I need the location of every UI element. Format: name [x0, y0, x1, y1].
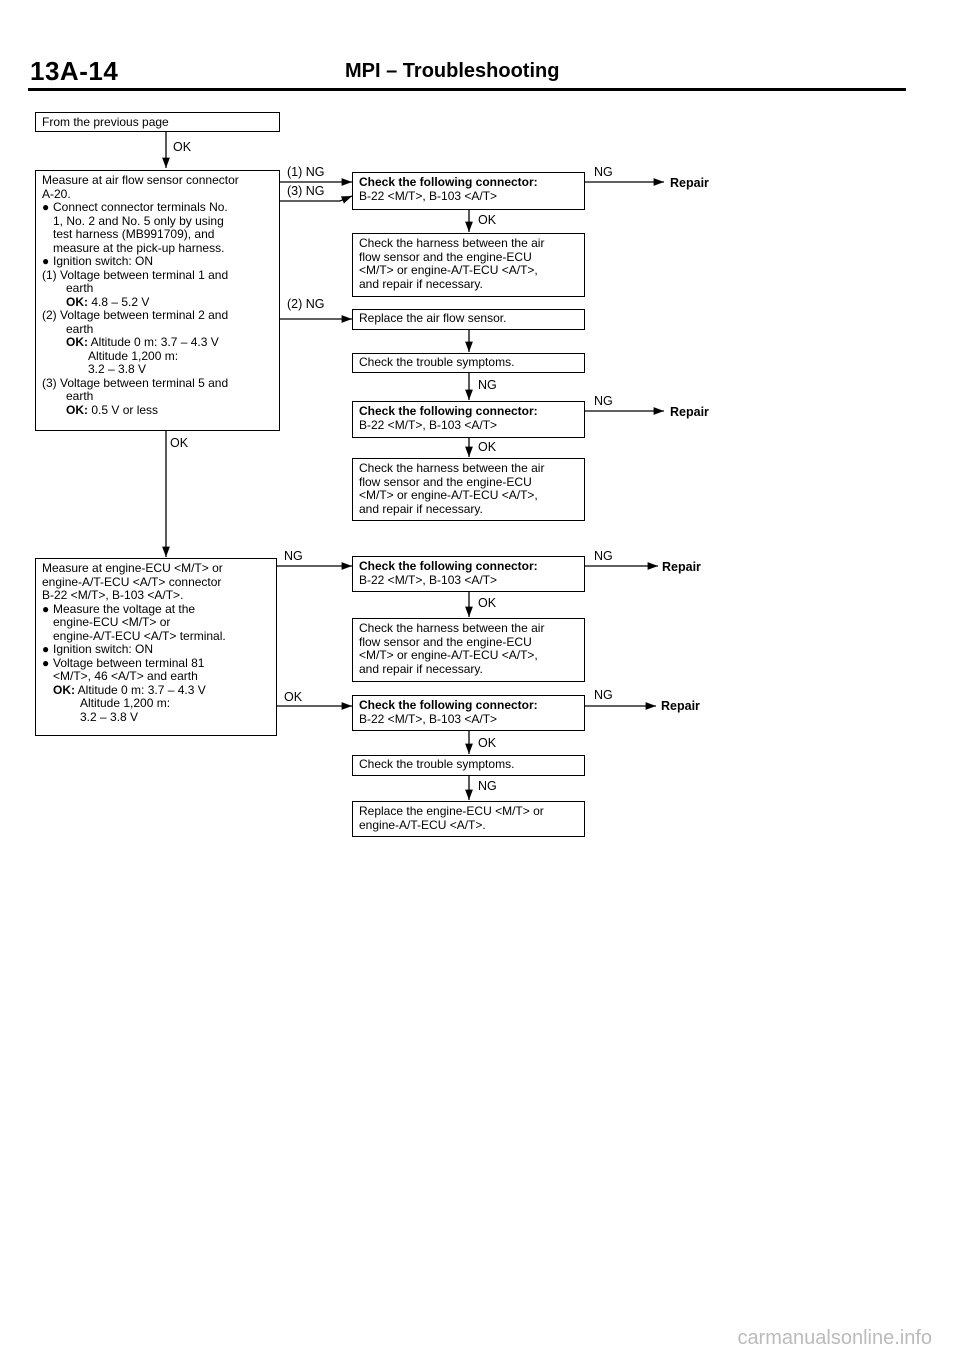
connector-check-box — [352, 556, 585, 592]
replace-engine-ecu-text: Replace the engine-ECU <M/T> or — [359, 804, 544, 818]
step-text: engine-A/T-ECU <A/T> connector — [42, 574, 222, 589]
page-title: MPI – Troubleshooting — [345, 60, 560, 82]
ok-criteria-label: OK: — [66, 335, 88, 349]
ng-label: NG — [594, 688, 613, 702]
step-text: <M/T>, 46 <A/T> and earth — [53, 669, 198, 683]
harness-check-text: <M/T> or engine-A/T-ECU <A/T>, — [359, 488, 538, 502]
repair-label: Repair — [661, 699, 700, 713]
ok-criteria-label: OK: — [66, 402, 88, 417]
step-text: Voltage between terminal 81 — [53, 655, 205, 670]
harness-check-text: <M/T> or engine-A/T-ECU <A/T>, — [359, 648, 538, 662]
connector-check-title: Check the following connector: — [359, 175, 538, 189]
step-text: Measure at air flow sensor connector — [42, 173, 239, 187]
harness-check-box — [352, 233, 585, 297]
replace-air-flow-sensor-box — [352, 309, 585, 330]
ok-label: OK — [478, 736, 497, 750]
bullet-icon: ● — [42, 601, 50, 616]
ok-criteria-value: 4.8 – 5.2 V — [91, 294, 150, 309]
ng-label: NG — [478, 779, 497, 793]
ng-label: NG — [478, 378, 497, 392]
repair-label: Repair — [670, 405, 709, 419]
step-text: earth — [66, 389, 94, 403]
ok-label: OK — [173, 140, 192, 154]
connector-check-box — [352, 172, 585, 210]
harness-check-text: flow sensor and the engine-ECU — [359, 249, 532, 264]
step-text: B-22 <M/T>, B-103 <A/T>. — [42, 588, 184, 602]
harness-check-text: flow sensor and the engine-ECU — [359, 634, 532, 649]
harness-check-box — [352, 458, 585, 521]
connector-check-value: B-22 <M/T>, B-103 <A/T> — [359, 711, 498, 726]
step-text: (3) Voltage between terminal 5 and — [42, 375, 229, 390]
harness-check-text: and repair if necessary. — [359, 501, 483, 516]
step-text: 3.2 – 3.8 V — [88, 362, 147, 376]
ng-label: NG — [594, 165, 613, 179]
ok-criteria-label: OK: — [66, 294, 88, 309]
harness-check-box — [352, 618, 585, 682]
ok-label: OK — [478, 440, 497, 454]
section-code: 13A-14 — [30, 56, 119, 86]
step-text: Connect connector terminals No. — [53, 200, 228, 214]
replace-air-flow-sensor-text: Replace the air flow sensor. — [359, 311, 507, 325]
bullet-icon: ● — [42, 655, 50, 670]
ng-label: NG — [594, 394, 613, 408]
ok-label: OK — [478, 596, 497, 610]
ok-criteria-value: Altitude 0 m: 3.7 – 4.3 V — [77, 682, 206, 697]
harness-check-text: flow sensor and the engine-ECU — [359, 474, 532, 489]
step-text: earth — [66, 321, 94, 336]
repair-label: Repair — [670, 176, 709, 190]
connector-check-title: Check the following connector: — [359, 404, 538, 418]
ok-label: OK — [478, 213, 497, 227]
step-text: (2) Voltage between terminal 2 and — [42, 308, 229, 322]
step-text: 1, No. 2 and No. 5 only by using — [53, 213, 224, 228]
trouble-symptoms-box — [352, 353, 585, 373]
harness-check-text: Check the harness between the air — [359, 461, 545, 475]
harness-check-text: <M/T> or engine-A/T-ECU <A/T>, — [359, 263, 538, 277]
step-text: Ignition switch: ON — [53, 642, 154, 656]
trouble-symptoms-text: Check the trouble symptoms. — [359, 757, 515, 771]
step-text: test harness (MB991709), and — [53, 227, 215, 241]
step-text: engine-ECU <M/T> or — [53, 615, 171, 629]
repair-label: Repair — [662, 560, 701, 574]
step-text: A-20. — [42, 186, 71, 201]
ng-label: NG — [594, 549, 613, 563]
step-text: engine-A/T-ECU <A/T> terminal. — [53, 628, 226, 643]
ok-criteria-value: Altitude 0 m: 3.7 – 4.3 V — [90, 335, 219, 349]
air-flow-sensor-measurement-box — [35, 170, 280, 431]
step-text: (1) Voltage between terminal 1 and — [42, 267, 229, 282]
connector-check-value: B-22 <M/T>, B-103 <A/T> — [359, 188, 498, 203]
ok-label: OK — [170, 436, 189, 450]
connector-check-value: B-22 <M/T>, B-103 <A/T> — [359, 572, 498, 587]
trouble-symptoms-text: Check the trouble symptoms. — [359, 355, 515, 369]
ok-criteria-label: OK: — [53, 682, 75, 697]
harness-check-text: Check the harness between the air — [359, 621, 545, 635]
step-text: earth — [66, 281, 94, 295]
replace-engine-ecu-box — [352, 801, 585, 837]
step-text: 3.2 – 3.8 V — [80, 709, 139, 724]
step-text: Measure at engine-ECU <M/T> or — [42, 561, 223, 575]
watermark: carmanualsonline.info — [737, 1327, 932, 1349]
ok-label: OK — [284, 690, 303, 704]
ng-branch-label: (2) NG — [287, 297, 325, 311]
connector-check-box — [352, 695, 585, 731]
harness-check-text: and repair if necessary. — [359, 661, 483, 676]
step-text: Ignition switch: ON — [53, 254, 154, 268]
harness-check-text: Check the harness between the air — [359, 236, 545, 250]
bullet-icon: ● — [42, 200, 50, 214]
ok-criteria-value: 0.5 V or less — [91, 402, 159, 417]
step-text: Altitude 1,200 m: — [80, 696, 171, 710]
step-text: Measure the voltage at the — [53, 601, 196, 616]
connector-check-box — [352, 401, 585, 438]
step-text: Altitude 1,200 m: — [88, 348, 179, 363]
connector-check-value: B-22 <M/T>, B-103 <A/T> — [359, 417, 498, 432]
ng-label: NG — [284, 549, 303, 563]
ng-branch-label: (1) NG — [287, 165, 325, 179]
from-previous-page-box — [35, 112, 280, 132]
ng-branch-label: (3) NG — [287, 184, 325, 198]
replace-engine-ecu-text: engine-A/T-ECU <A/T>. — [359, 817, 486, 832]
connector-check-title: Check the following connector: — [359, 559, 538, 573]
bullet-icon: ● — [42, 642, 50, 656]
harness-check-text: and repair if necessary. — [359, 276, 483, 291]
bullet-icon: ● — [42, 254, 50, 268]
engine-ecu-measurement-box — [35, 558, 277, 736]
connector-check-title: Check the following connector: — [359, 698, 538, 712]
step-text: measure at the pick-up harness. — [53, 240, 225, 255]
from-previous-page-label: From the previous page — [42, 115, 169, 129]
trouble-symptoms-box — [352, 755, 585, 776]
